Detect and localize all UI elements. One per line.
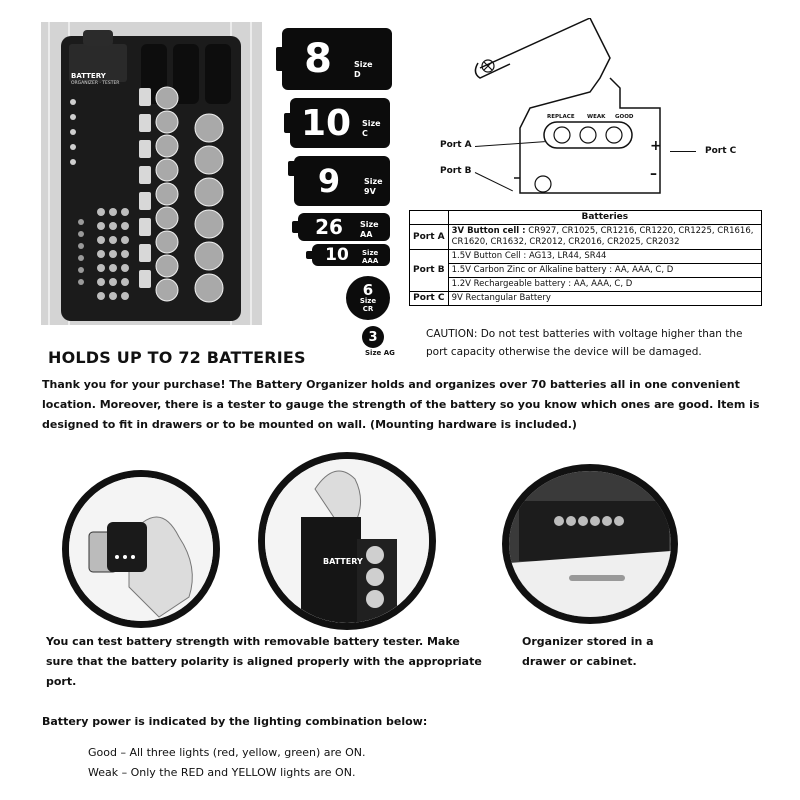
size-type: AAA [362, 257, 379, 265]
size-label: Size [362, 249, 379, 257]
table-row-port-b-1 [410, 250, 762, 264]
size-type: C [362, 129, 368, 138]
size-chip-aaa [312, 244, 390, 266]
light-replace-label: REPLACE [547, 114, 575, 120]
port-a-label: Port A [440, 140, 472, 150]
size-chip-aa [298, 213, 390, 241]
size-count: 3 [362, 326, 384, 348]
power-heading: Battery power is indicated by the lighting combination below: [42, 715, 428, 728]
size-label: Size [364, 177, 383, 186]
light-good-label: GOOD [615, 114, 634, 120]
size-count: 6 [362, 281, 374, 299]
port-cell: Port A [410, 225, 449, 250]
size-count: 10 [325, 245, 349, 265]
page-headline: HOLDS UP TO 72 BATTERIES [48, 348, 306, 367]
organizer-brand-sub: ORGANIZER · TESTER [71, 81, 120, 86]
table-row-port-b-2 [410, 264, 762, 278]
size-count: 26 [315, 215, 343, 239]
minus-sign: – [650, 166, 657, 182]
size-label: Size [362, 119, 381, 128]
photo-tester-hand [62, 470, 220, 628]
port-b-line: 1.5V Button Cell : AG13, LR44, SR44 [448, 250, 761, 264]
size-chip-9v [294, 156, 390, 206]
power-weak: Weak – Only the RED and YELLOW lights are ON. [88, 766, 356, 779]
size-type: AA [360, 230, 373, 239]
port-a-batteries: 3V Button cell : CR927, CR1025, CR1216, CR1220, CR1225, CR1616, CR1620, CR1632, CR2012, CR2016, CR2025, CR2032 [448, 225, 761, 250]
port-c-line: 9V Rectangular Battery [448, 292, 761, 306]
photo-drawer [502, 464, 678, 624]
photo-organizer-label: BATTERY [323, 557, 363, 566]
organizer-hand-illustration [265, 459, 429, 623]
port-b-line: 1.5V Carbon Zinc or Alkaline battery : AA, AAA, C, D [448, 264, 761, 278]
size-label: Size [360, 220, 379, 229]
port-c-label: Port C [705, 146, 737, 156]
port-cell: Port B [410, 250, 449, 292]
size-chip-d [282, 28, 392, 90]
size-type: D [354, 70, 361, 79]
power-good: Good – All three lights (red, yellow, green) are ON. [88, 746, 366, 759]
port-b-label: Port B [440, 166, 472, 176]
organizer-illustration [41, 22, 262, 325]
table-header: Batteries [448, 211, 761, 225]
port-b-line: 1.2V Rechargeable battery : AA, AAA, C, D [448, 278, 761, 292]
size-type: CR [362, 305, 374, 313]
size-chip-c [290, 98, 390, 148]
tester-light-labels [547, 114, 657, 120]
size-type: 9V [364, 187, 376, 196]
organizer-brand: BATTERY [71, 72, 106, 80]
organizer-photo [41, 22, 262, 325]
caption-drawer: Organizer stored in a drawer or cabinet. [522, 635, 654, 668]
port-cell: Port C [410, 292, 449, 306]
size-label: Size [359, 297, 377, 305]
size-count: 9 [317, 162, 341, 200]
light-weak-label: WEAK [587, 114, 606, 120]
battery-table [409, 210, 762, 306]
plus-sign: + [650, 138, 662, 154]
port-c-pointer [670, 151, 696, 152]
table-row-port-b-3 [410, 278, 762, 292]
caption-tester: You can test battery strength with removable battery tester. Make sure that the battery polarity is aligned properly with the appropriate port. [46, 635, 482, 688]
intro-paragraph: Thank you for your purchase! The Battery Organizer holds and organizes over 70 batteries all in one convenient location. Moreover, there is a tester to gauge the strength of the battery so you know which ones are good. Item is designed to fit in drawers or to be mounted on wall. (Mounting hardware is included.) [42, 378, 760, 431]
tester-diagram [470, 18, 670, 203]
size-label-ag: Size AG [365, 349, 395, 357]
photo-organizer-hand [258, 452, 436, 630]
size-label: Size [354, 60, 373, 69]
size-count: 10 [300, 102, 352, 144]
size-count: 8 [304, 36, 332, 82]
size-chip-cr [346, 276, 390, 320]
caution-text: CAUTION: Do not test batteries with voltage higher than the port capacity otherwise the device will be damaged. [426, 328, 743, 358]
table-row-port-a [410, 225, 762, 250]
drawer-illustration [509, 471, 671, 617]
tester-hand-illustration [69, 477, 213, 621]
table-row-port-c [410, 292, 762, 306]
table-corner [410, 211, 449, 225]
